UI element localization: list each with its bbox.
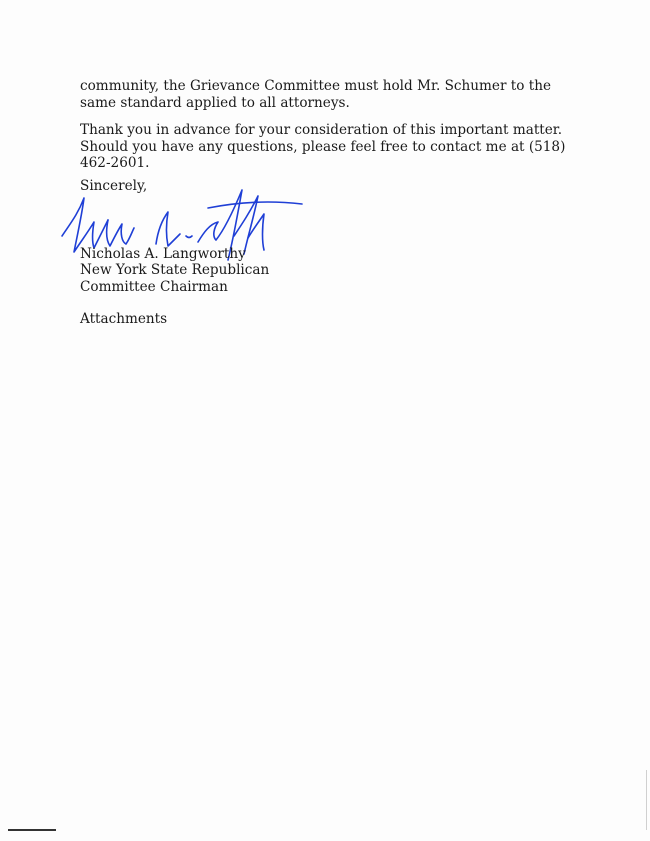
page-edge-shadow (646, 770, 647, 830)
closing-salutation: Sincerely, (80, 178, 148, 194)
scan-edge-mark (8, 829, 56, 831)
signer-name: Nicholas A. Langworthy (80, 246, 246, 262)
signer-title-line-1: New York State Republican (80, 262, 270, 279)
enclosure-note: Attachments (80, 311, 168, 327)
body-paragraph-continuation: community, the Grievance Committee must hold Mr. Schumer to the same standard applied to all attorneys. (80, 78, 552, 111)
signature-block (80, 246, 480, 295)
body-paragraph-thanks: Thank you in advance for your consideration of this important matter. Should you have any questions, please feel free to contact me at (518) 462-2601. (80, 122, 566, 171)
signer-title-line-2: Committee Chairman (80, 278, 228, 295)
